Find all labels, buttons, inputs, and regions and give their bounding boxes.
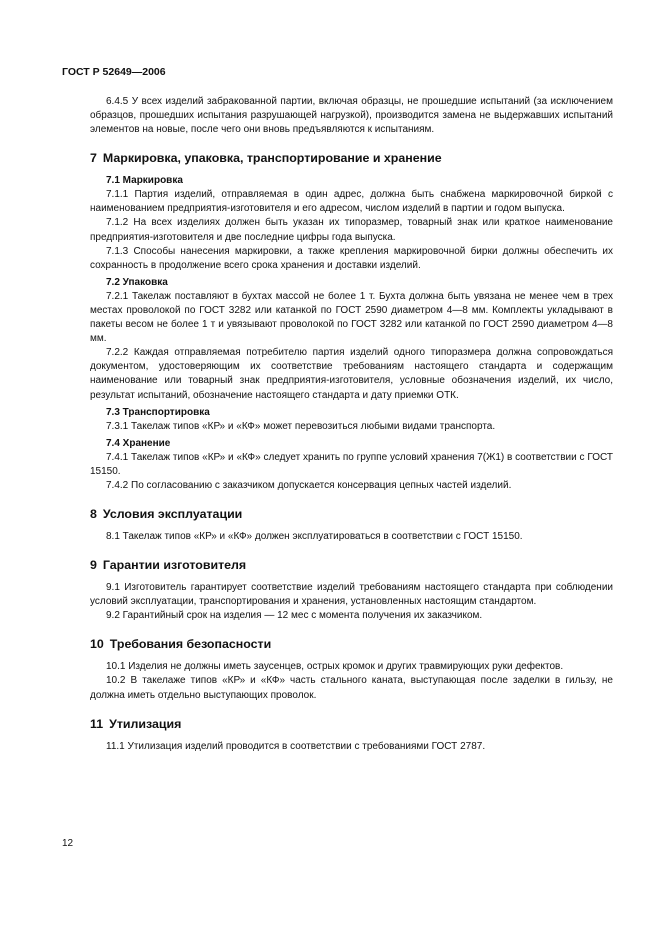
paragraph-7-1-3: 7.1.3 Способы нанесения маркировки, а также крепления маркировочной бирки должны обеспечить их сохранность в продолжение всего срока хранения и доставки изделий. [90, 245, 613, 271]
section-number: 7 [90, 151, 97, 166]
paragraph-7-3-1: 7.3.1 Такелаж типов «КР» и «КФ» может перевозиться любыми видами транспорта. [106, 420, 496, 432]
page-number: 12 [62, 838, 74, 849]
section-7-heading [90, 151, 613, 166]
paragraph-7-1-1: 7.1.1 Партия изделий, отправляемая в один адрес, должна быть снабжена маркировочной биркой с наименованием предприятия-изготовителя и его адресом, числом изделий в партии и годом выпуска. [90, 189, 613, 215]
paragraph-7-1-2: 7.1.2 На всех изделиях должен быть указан их типоразмер, товарный знак или краткое наименование предприятия-изготовителя и две последние цифры года выпуска. [90, 217, 613, 243]
section-9-heading [90, 558, 613, 573]
section-title: Маркировка, упаковка, транспортирование и хранение [102, 151, 442, 166]
paragraph-7-4-2: 7.4.2 По согласованию с заказчиком допускается консервация цепных частей изделий. [106, 479, 512, 491]
paragraph-7-2-2: 7.2.2 Каждая отправляемая потребителю партия изделий одного типоразмера должна сопровождаться документом, удостоверяющим их соответствие требованиям настоящего стандарта и содержащим наименование или товарный знак предприятия-изготовителя, условные обозначения изделий, их число, результат испытаний, обозначение настоящего стандарта и дату приемки ОТК. [90, 347, 613, 401]
paragraph-10-2: 10.2 В такелаже типов «КР» и «КФ» часть стального каната, выступающая после заделки в гильзу, не должна иметь отдельно выступающих проволок. [90, 675, 613, 701]
section-8-heading [90, 507, 613, 522]
paragraph-7-2-1: 7.2.1 Такелаж поставляют в бухтах массой не более 1 т. Бухта должна быть увязана не менее чем в трех местах проволокой по ГОСТ 3282 или катанкой по ГОСТ 2590 диаметром 4—8 мм. Комплекты укладывают в пакеты весом не более 1 т и увязывают проволокой по ГОСТ 3282 или катанкой по ГОСТ 2590 диаметром 4—8 мм. [90, 290, 613, 345]
subsection-7-4-heading: 7.4 Хранение [106, 437, 171, 449]
paragraph-9-1: 9.1 Изготовитель гарантирует соответствие изделий требованиям настоящего стандарта при соблюдении условий эксплуатации, транспортирования и хранения, установленных настоящим стандартом. [90, 582, 613, 608]
section-number: 10 [90, 637, 104, 652]
paragraph-9-2: 9.2 Гарантийный срок на изделия — 12 мес с момента получения их заказчиком. [106, 610, 483, 622]
paragraph-11-1: 11.1 Утилизация изделий проводится в соответствии с требованиями ГОСТ 2787. [106, 740, 486, 752]
section-title: Условия эксплуатации [102, 506, 243, 521]
section-title: Требования безопасности [109, 637, 272, 652]
section-title: Гарантии изготовителя [102, 558, 247, 573]
paragraph-7-4-1: 7.4.1 Такелаж типов «КР» и «КФ» следует хранить по группе условий хранения 7(Ж1) в соответствии с ГОСТ 15150. [90, 451, 613, 477]
document-body [90, 95, 613, 754]
paragraph-6-4-5: 6.4.5 У всех изделий забракованной партии, включая образцы, не прошедшие испытаний (за исключением образцов, прошедших испытания разрушающей нагрузкой), производится замена не выдержавших испытаний элементов на новые, после чего они вновь предъявляются к испытаниям. [90, 96, 613, 136]
paragraph-8-1: 8.1 Такелаж типов «КР» и «КФ» должен эксплуатироваться в соответствии с ГОСТ 15150. [106, 530, 523, 542]
paragraph-10-1: 10.1 Изделия не должны иметь заусенцев, острых кромок и других травмирующих руки дефектов. [106, 661, 564, 673]
section-11-heading [90, 717, 613, 732]
section-10-heading [90, 637, 613, 652]
subsection-7-3-heading: 7.3 Транспортировка [106, 406, 210, 418]
section-number: 8 [90, 506, 97, 521]
subsection-7-1-heading: 7.1 Маркировка [106, 175, 183, 187]
section-title: Утилизация [109, 716, 182, 731]
section-number: 9 [90, 558, 97, 573]
document-header: ГОСТ Р 52649—2006 [62, 66, 166, 78]
section-number: 11 [90, 716, 104, 731]
subsection-7-2-heading: 7.2 Упаковка [106, 276, 168, 288]
